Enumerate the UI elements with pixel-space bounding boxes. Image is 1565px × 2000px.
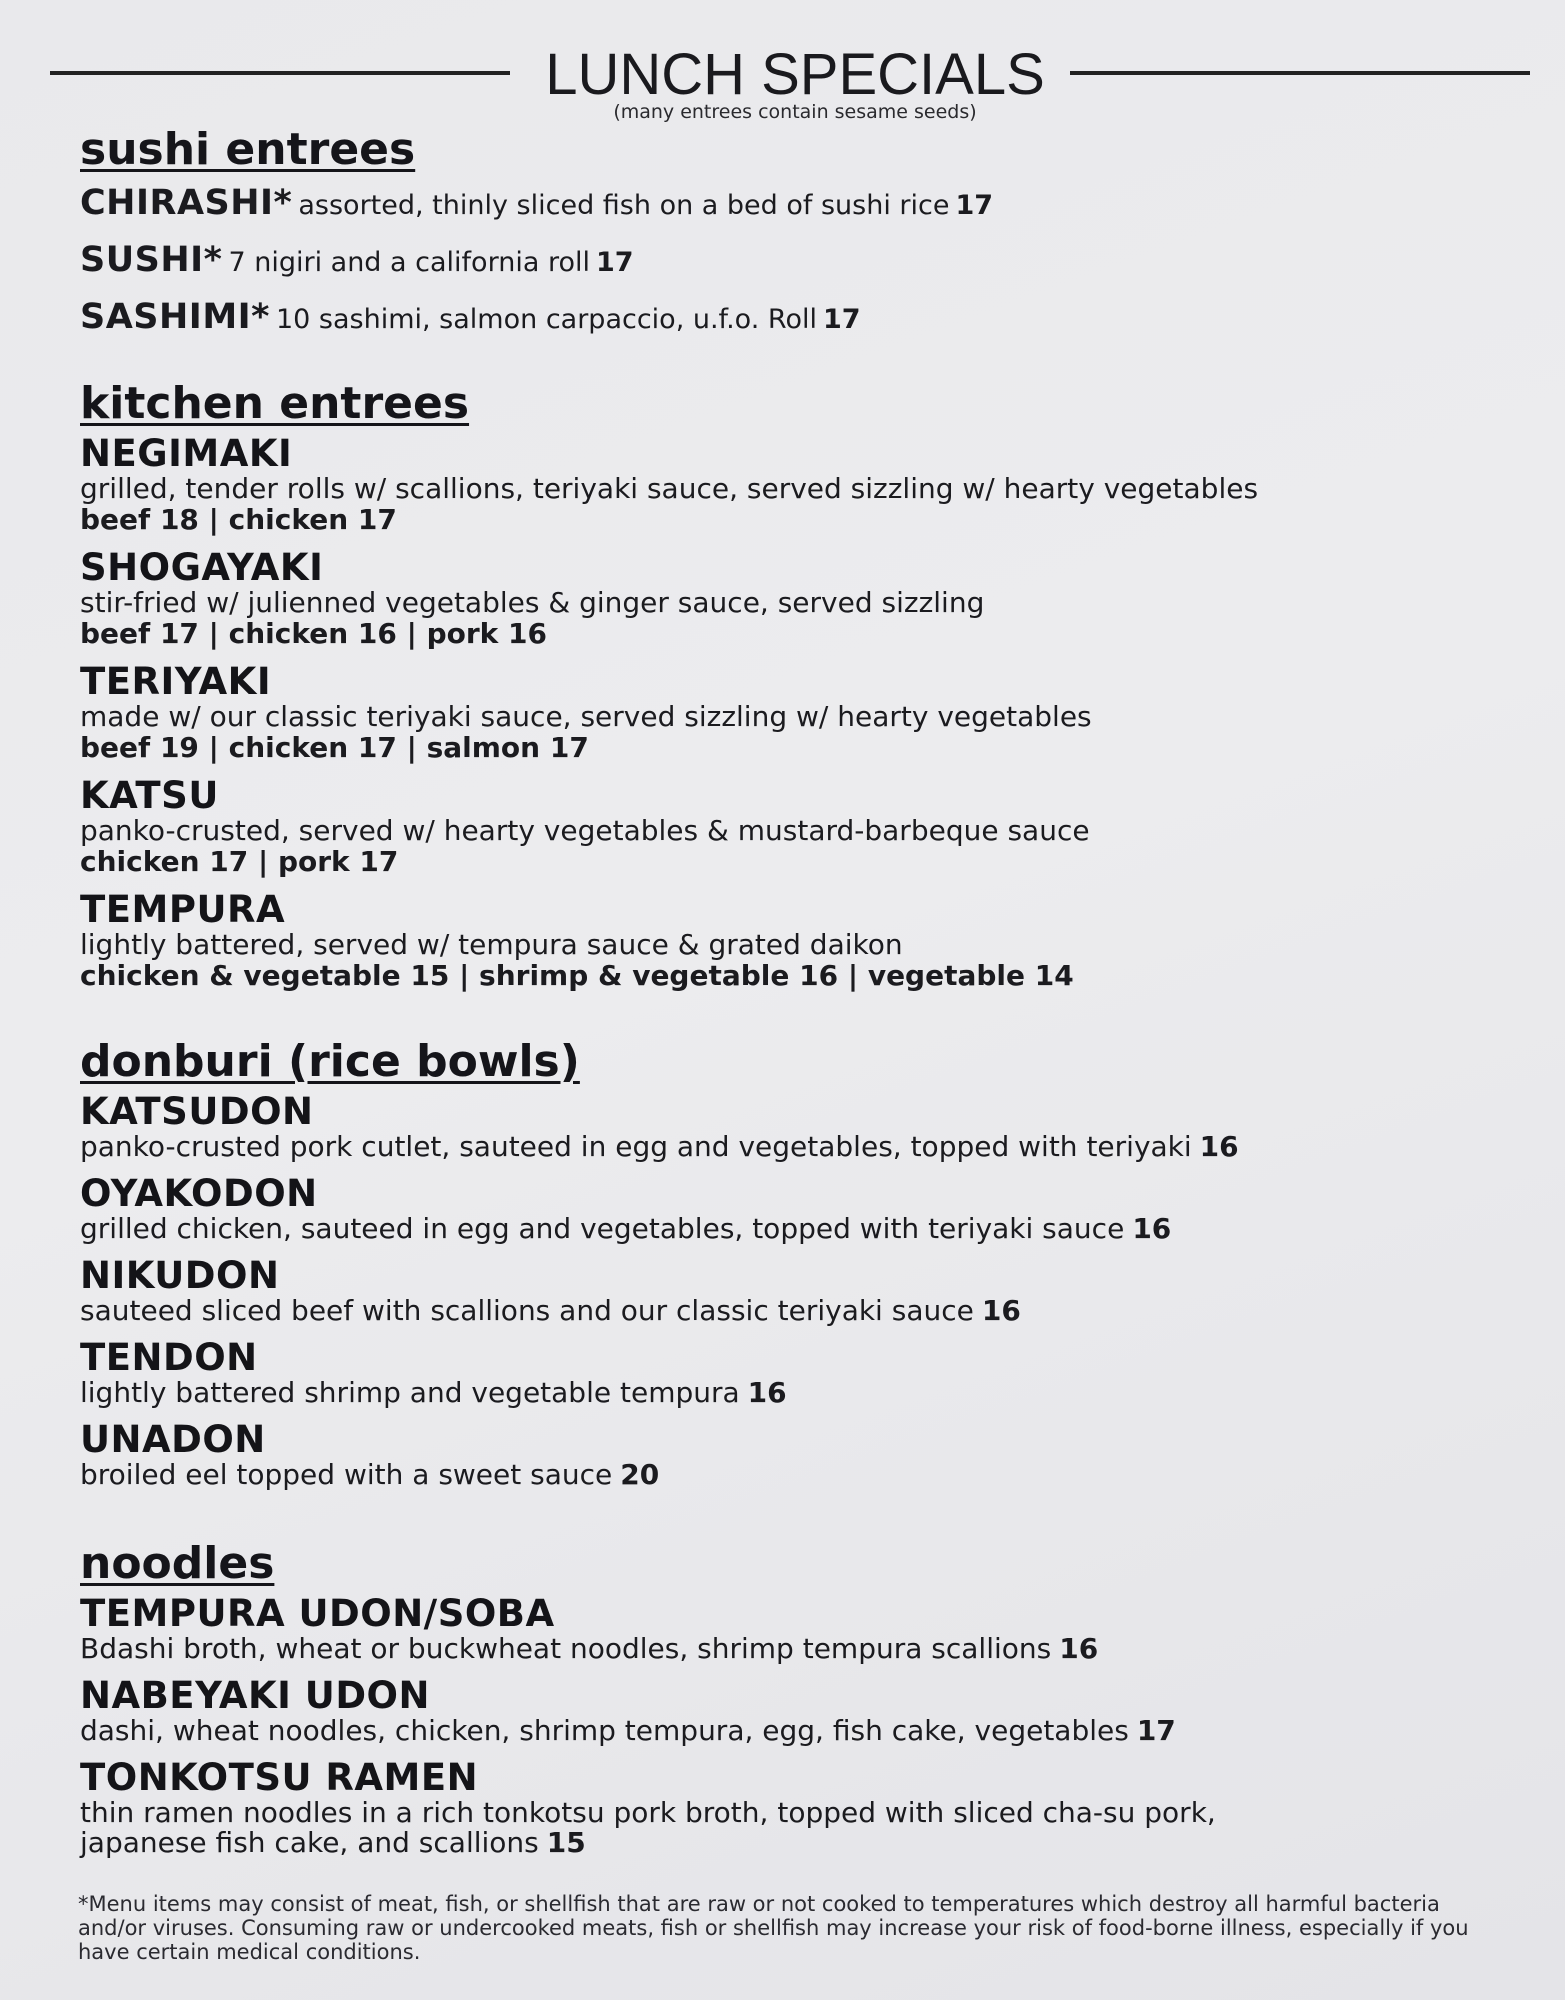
item-prices: beef 19 | chicken 17 | salmon 17 [80, 731, 589, 764]
item-description: 7 nigiri and a california roll [228, 247, 590, 278]
item-price: 20 [620, 1458, 660, 1491]
menu-header [50, 40, 1530, 130]
menu-item-sushi [80, 233, 1480, 290]
item-description-line [80, 1828, 1480, 1858]
menu-item-tendon [80, 1338, 1480, 1408]
item-description: lightly battered shrimp and vegetable tempura [80, 1376, 740, 1409]
item-description-line [80, 1214, 1480, 1244]
item-description: grilled, tender rolls w/ scallions, teriyaki sauce, served sizzling w/ hearty vegetables [80, 472, 1259, 505]
menu-subtitle: (many entrees contain sesame seeds) [613, 101, 977, 123]
section-title: kitchen entrees [80, 378, 470, 429]
item-prices: beef 17 | chicken 16 | pork 16 [80, 617, 548, 650]
item-description: panko-crusted pork cutlet, sauteed in egg and vegetables, topped with teriyaki [80, 1130, 1192, 1163]
item-price: 15 [546, 1826, 586, 1859]
item-price: 16 [981, 1294, 1021, 1327]
item-description: assorted, thinly sliced fish on a bed of sushi rice [298, 190, 950, 221]
item-name: SASHIMI* [80, 297, 270, 337]
item-description: stir-fried w/ julienned vegetables & ginger sauce, served sizzling [80, 586, 985, 619]
item-name: CHIRASHI* [80, 183, 293, 223]
item-price: 17 [1136, 1714, 1176, 1747]
menu-item-tempura-udon-soba [80, 1594, 1480, 1664]
item-name: TERIYAKI [80, 660, 272, 703]
item-description: made w/ our classic teriyaki sauce, served sizzling w/ hearty vegetables [80, 700, 1092, 733]
item-price: 16 [747, 1376, 787, 1409]
item-name: UNADON [80, 1418, 266, 1461]
section-kitchen-entrees [80, 378, 1480, 1004]
item-description: Bdashi broth, wheat or buckwheat noodles, shrimp tempura scallions [80, 1632, 1052, 1665]
item-price: 16 [1059, 1632, 1099, 1665]
section-title: donburi (rice bowls) [80, 1036, 580, 1087]
section-title: sushi entrees [80, 124, 416, 175]
menu-item-negimaki [80, 434, 1480, 536]
item-price: 17 [955, 190, 994, 221]
item-name: KATSU [80, 774, 219, 817]
menu-item-katsudon [80, 1092, 1480, 1162]
item-description-line [80, 1132, 1480, 1162]
item-price: 17 [822, 304, 861, 335]
menu-item-shogayaki [80, 548, 1480, 650]
section-title: noodles [80, 1538, 275, 1589]
menu-title: LUNCH SPECIALS [545, 42, 1045, 107]
item-name: NABEYAKI UDON [80, 1674, 430, 1717]
item-prices: beef 18 | chicken 17 [80, 503, 397, 536]
item-name: NIKUDON [80, 1254, 280, 1297]
item-name: KATSUDON [80, 1090, 314, 1133]
item-description-line [80, 1716, 1480, 1746]
item-price: 16 [1199, 1130, 1239, 1163]
item-description: thin ramen noodles in a rich tonkotsu pork broth, topped with sliced cha-su pork, [80, 1796, 1216, 1829]
menu-item-teriyaki [80, 662, 1480, 764]
item-name: TONKOTSU RAMEN [80, 1756, 479, 1799]
header-rule-left [50, 71, 510, 75]
item-description-line [80, 1460, 1480, 1490]
menu-item-chirashi [80, 176, 1480, 233]
item-name: SUSHI* [80, 240, 223, 280]
menu-item-sashimi [80, 290, 1480, 347]
menu-item-nikudon [80, 1256, 1480, 1326]
item-name: TENDON [80, 1336, 258, 1379]
item-name: SHOGAYAKI [80, 546, 324, 589]
item-description-continued: japanese fish cake, and scallions [80, 1826, 539, 1859]
item-name: NEGIMAKI [80, 432, 293, 475]
section-donburi [80, 1036, 1480, 1502]
item-name: OYAKODON [80, 1172, 318, 1215]
item-description: grilled chicken, sauteed in egg and vegetables, topped with teriyaki sauce [80, 1212, 1125, 1245]
section-noodles [80, 1538, 1480, 1870]
item-description-line [80, 1378, 1480, 1408]
section-sushi-entrees [80, 124, 1480, 347]
item-description: sauteed sliced beef with scallions and our classic teriyaki sauce [80, 1294, 974, 1327]
item-price: 17 [595, 247, 634, 278]
item-description: 10 sashimi, salmon carpaccio, u.f.o. Roll [275, 304, 817, 335]
menu-item-tonkotsu-ramen [80, 1758, 1480, 1858]
item-description: broiled eel topped with a sweet sauce [80, 1458, 613, 1491]
item-prices: chicken & vegetable 15 | shrimp & vegetable 16 | vegetable 14 [80, 959, 1074, 992]
header-rule-right [1070, 71, 1530, 75]
item-prices: chicken 17 | pork 17 [80, 845, 399, 878]
menu-item-tempura [80, 890, 1480, 992]
menu-item-nabeyaki-udon [80, 1676, 1480, 1746]
item-price: 16 [1132, 1212, 1172, 1245]
item-description: panko-crusted, served w/ hearty vegetables & mustard-barbeque sauce [80, 814, 1090, 847]
disclaimer-footnote: *Menu items may consist of meat, fish, or shellfish that are raw or not cooked to temperatures which destroy all harmful bacteria and/or viruses. Consuming raw or undercooked meats, fish or shellfish may increase your risk of food-borne illness, especially if you have certain medical conditions. [78, 1892, 1469, 1964]
item-description: lightly battered, served w/ tempura sauce & grated daikon [80, 928, 903, 961]
menu-item-katsu [80, 776, 1480, 878]
menu-item-unadon [80, 1420, 1480, 1490]
item-description: dashi, wheat noodles, chicken, shrimp tempura, egg, fish cake, vegetables [80, 1714, 1129, 1747]
menu-item-oyakodon [80, 1174, 1480, 1244]
item-description-line [80, 1634, 1480, 1664]
item-name: TEMPURA UDON/SOBA [80, 1592, 555, 1635]
item-description-line [80, 1296, 1480, 1326]
item-name: TEMPURA [80, 888, 286, 931]
